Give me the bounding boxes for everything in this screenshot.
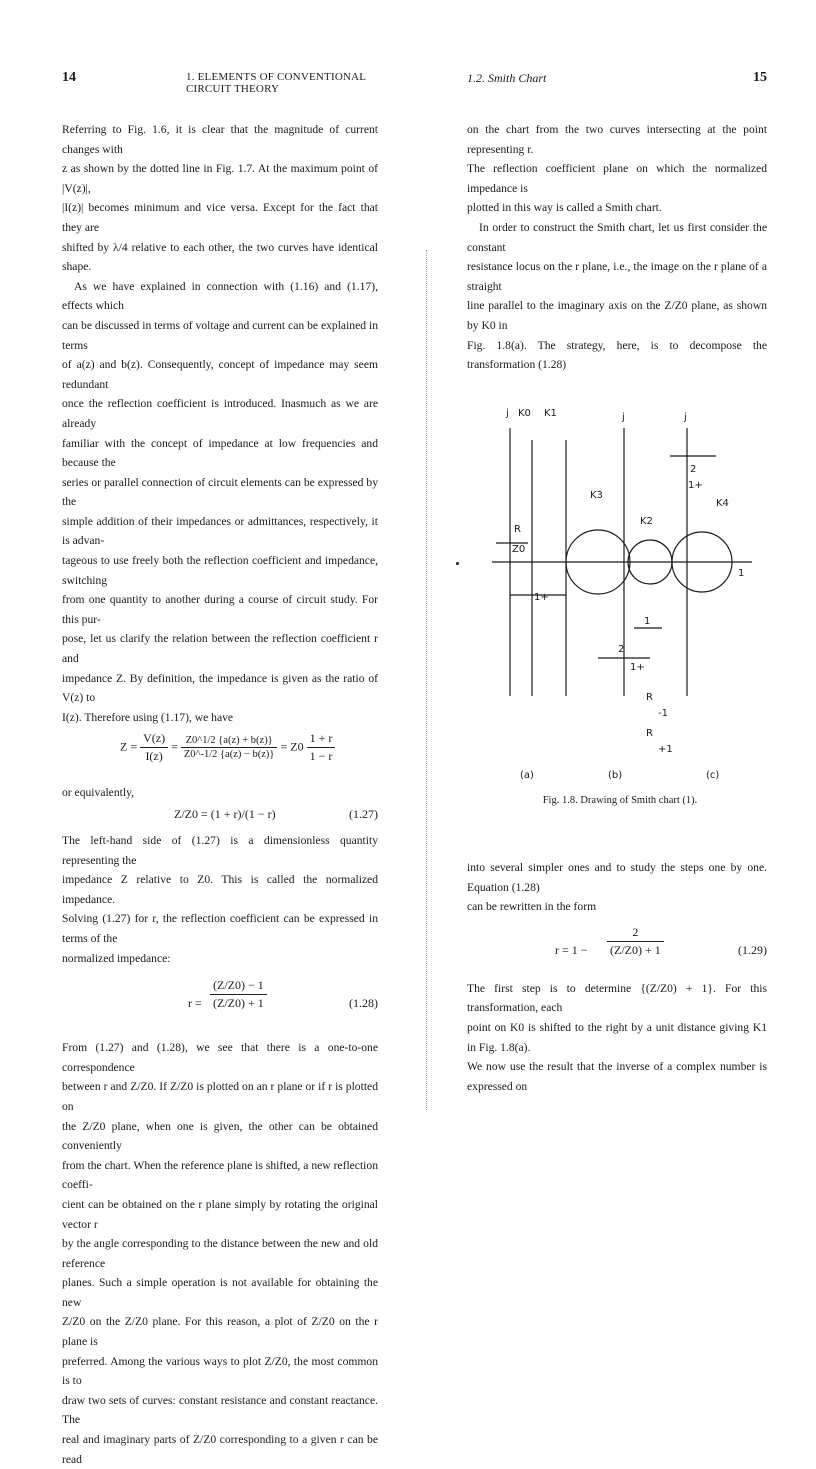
- paragraph-3: [62, 831, 378, 968]
- eq-frac-3-den: 1 − r: [309, 749, 333, 764]
- text-line: point on K0 is shifted to the right by a unit distance giving K1 in Fig. 1.8(a).: [467, 1020, 767, 1054]
- eq-frac-2: [181, 735, 278, 760]
- text-line: simple addition of their impedances or admittances, respectively, it is advan-: [62, 514, 378, 548]
- label-k2: K2: [640, 516, 653, 527]
- right-page: [467, 70, 767, 375]
- text-line: impedance Z. By definition, the impedance is given as the ratio of V(z) to: [62, 671, 378, 705]
- eq-frac-2-num: Z0^1/2 {a(z) + b(z)}: [181, 735, 278, 748]
- label-two-b: 2: [618, 644, 625, 655]
- scan-speck: [456, 562, 459, 565]
- text-line: into several simpler ones and to study the steps one by one. Equation (1.28): [467, 861, 767, 894]
- eq-128-number: (1.28): [349, 996, 378, 1011]
- binding-gutter: [426, 250, 428, 1110]
- figure-caption: Fig. 1.8. Drawing of Smith chart (1).: [542, 795, 698, 806]
- text-line: plotted in this way is called a Smith chart.: [467, 201, 662, 215]
- text-line: by the angle corresponding to the distance between the new and old reference: [62, 1237, 378, 1270]
- eq-frac-3: [307, 731, 336, 764]
- label-sub-a: (a): [520, 770, 534, 781]
- text-line: on the chart from the two curves intersecting at the point representing r.: [467, 123, 767, 156]
- eq-128-num: (Z/Z0) − 1: [210, 978, 267, 995]
- label-sub-b: (b): [608, 770, 623, 781]
- label-k0: K0: [518, 408, 531, 419]
- equation-1-27: [62, 805, 378, 831]
- eq-128-frac: [210, 978, 267, 1011]
- page-number-right: 15: [753, 70, 767, 85]
- label-r-minus: R: [646, 692, 653, 703]
- text-line: As we have explained in connection with (1.16) and (1.17), effects which: [62, 279, 378, 313]
- eq-coef: = Z0: [280, 739, 304, 754]
- eq-128-lhs: r =: [188, 996, 202, 1011]
- eq-128-den: (Z/Z0) + 1: [213, 996, 264, 1011]
- label-r-plus: R: [646, 728, 653, 739]
- label-one: 1: [738, 568, 745, 579]
- text-line: series or parallel connection of circuit elements can be expressed by the: [62, 475, 378, 509]
- paragraph-4: [62, 1038, 378, 1469]
- text-line: Referring to Fig. 1.6, it is clear that the magnitude of current changes with: [62, 123, 378, 156]
- figure-1-8: [480, 400, 770, 820]
- eq-129-den: (Z/Z0) + 1: [610, 942, 661, 957]
- text-line: once the reflection coefficient is introduced. Inasmuch as we are already: [62, 397, 378, 430]
- paragraph-1: [62, 120, 378, 277]
- text-line: preferred. Among the various ways to plot Z/Z0, the most common is to: [62, 1354, 378, 1388]
- label-minus-one: -1: [658, 708, 668, 719]
- eq-129-frac: [607, 925, 664, 958]
- eq-equals: =: [171, 739, 178, 754]
- text-line: normalized impedance:: [62, 951, 171, 965]
- label-1plus-a: 1+: [534, 592, 549, 603]
- text-line: between r and Z/Z0. If Z/Z0 is plotted on an r plane or if r is plotted on: [62, 1080, 378, 1113]
- label-one-b: 1: [644, 616, 651, 627]
- text-line: Solving (1.27) for r, the reflection coefficient can be expressed in terms of the: [62, 912, 378, 945]
- text-line: I(z). Therefore using (1.17), we have: [62, 710, 234, 724]
- label-j-a: j: [506, 408, 509, 419]
- text-line: line parallel to the imaginary axis on the Z/Z0 plane, as shown by K0 in: [467, 299, 767, 332]
- label-r-a: R: [514, 524, 521, 535]
- text-line: cient can be obtained on the r plane simply by rotating the original vector r: [62, 1197, 378, 1231]
- text-line: from the chart. When the reference plane is shifted, a new reflection coeffi-: [62, 1158, 378, 1192]
- left-page: [62, 70, 378, 1469]
- label-two-c: 2: [690, 464, 697, 475]
- text-line: the Z/Z0 plane, when one is given, the other can be obtained conveniently: [62, 1119, 378, 1153]
- running-title-left: 1. ELEMENTS OF CONVENTIONAL CIRCUIT THEORY: [186, 71, 366, 95]
- label-z0-a: Z0: [512, 544, 526, 555]
- paragraph-r1: [467, 120, 767, 375]
- text-line: resistance locus on the r plane, i.e., the image on the r plane of a straight: [467, 260, 767, 293]
- label-j-c: j: [684, 412, 687, 423]
- text-line: planes. Such a simple operation is not available for obtaining the new: [62, 1276, 378, 1309]
- text-line: familiar with the concept of impedance at low frequencies and because the: [62, 436, 378, 470]
- eq-127-number: (1.27): [349, 807, 378, 821]
- text-line: We now use the result that the inverse of a complex number is expressed on: [467, 1060, 767, 1093]
- label-k1: K1: [544, 408, 557, 419]
- eq-129-number: (1.29): [738, 942, 767, 957]
- text-line: from one quantity to another during a course of circuit study. For this pur-: [62, 593, 378, 626]
- label-sub-c: (c): [706, 770, 720, 781]
- text-line: From (1.27) and (1.28), we see that there is a one-to-one correspondence: [62, 1041, 378, 1074]
- left-running-head: [62, 70, 378, 95]
- text-line: shifted by λ/4 relative to each other, the two curves have identical shape.: [62, 240, 378, 274]
- label-k3: K3: [590, 490, 603, 501]
- label-plus-one: +1: [658, 744, 673, 755]
- text-line: z as shown by the dotted line in Fig. 1.7. At the maximum point of |V(z)|,: [62, 162, 378, 195]
- label-k4: K4: [716, 498, 729, 509]
- eq-127-body: Z/Z0 = (1 + r)/(1 − r): [174, 807, 276, 821]
- right-running-head: [467, 70, 767, 92]
- equation-1-28: [62, 976, 378, 1038]
- or-equivalently: or equivalently,: [62, 786, 135, 800]
- equation-1-29: [467, 923, 767, 979]
- text-line: In order to construct the Smith chart, let us first consider the constant: [467, 220, 767, 254]
- page-number-left: 14: [62, 70, 76, 85]
- right-page-lower: [467, 858, 767, 1096]
- eq-frac-1-den: I(z): [145, 749, 163, 764]
- paragraph-2: [62, 277, 378, 728]
- text-line: can be discussed in terms of voltage and current can be explained in terms: [62, 318, 378, 352]
- eq-frac-2-den: Z0^-1/2 {a(z) − b(z)}: [183, 749, 275, 761]
- text-line: The reflection coefficient plane on which the normalized impedance is: [467, 162, 767, 195]
- text-line: The first step is to determine {(Z/Z0) + 1}. For this transformation, each: [467, 981, 767, 1015]
- text-line: The left-hand side of (1.27) is a dimensionless quantity representing the: [62, 834, 378, 867]
- label-j-b: j: [622, 412, 625, 423]
- eq-frac-1: [140, 731, 168, 764]
- text-line: can be rewritten in the form: [467, 900, 597, 914]
- text-line: of a(z) and b(z). Consequently, concept of impedance may seem redundant: [62, 358, 378, 391]
- text-line: Fig. 1.8(a). The strategy, here, is to decompose the transformation (1.28): [467, 338, 767, 372]
- text-line: impedance Z relative to Z0. This is called the normalized impedance.: [62, 873, 378, 906]
- equation-impedance: [62, 731, 378, 783]
- eq-lhs: Z =: [120, 739, 138, 754]
- eq-frac-1-num: V(z): [140, 731, 168, 748]
- text-line: Z/Z0 on the Z/Z0 plane. For this reason, a plot of Z/Z0 on the r plane is: [62, 1315, 378, 1349]
- label-1plus-c: 1+: [688, 480, 703, 491]
- eq-frac-3-num: 1 + r: [307, 731, 336, 748]
- text-line: draw two sets of curves: constant resistance and constant reactance. The: [62, 1393, 378, 1427]
- text-line: real and imaginary parts of Z/Z0 corresponding to a given r can be read: [62, 1433, 378, 1466]
- text-line: tageous to use freely both the reflection coefficient and impedance, switching: [62, 554, 378, 587]
- text-line: |I(z)| becomes minimum and vice versa. Except for the fact that they are: [62, 201, 378, 234]
- eq-129-num: 2: [607, 925, 664, 942]
- running-title-right: 1.2. Smith Chart: [467, 71, 547, 85]
- label-1plus-b: 1+: [630, 662, 645, 673]
- eq-129-lhs: r = 1 −: [555, 942, 588, 957]
- text-line: pose, let us clarify the relation between the reflection coefficient r and: [62, 632, 378, 666]
